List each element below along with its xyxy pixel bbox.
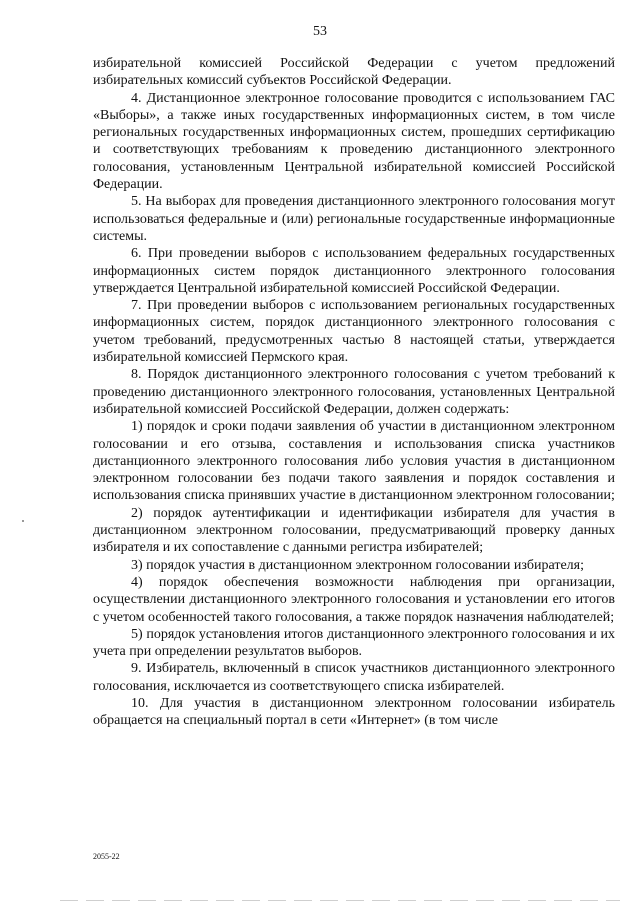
scan-artifact-dot [22, 520, 24, 522]
paragraph: 8. Порядок дистанционного электронного голосования с учетом требований к проведению дистанционного электронного голосования, установленных Центральной избирательной комиссией Российской Федерации, должен содержать: [93, 367, 615, 417]
list-item: 3) порядок участия в дистанционном электронном голосовании избирателя; [131, 557, 584, 573]
paragraph: 9. Избиратель, включенный в список участников дистанционного электронного голосования, исключается из соответствующего списка избирателей. [93, 661, 615, 694]
list-item: 5) порядок установления итогов дистанционного электронного голосования и их учета при определении результатов выборов. [93, 626, 615, 660]
scan-artifact-line [60, 900, 620, 901]
list-item: 2) порядок аутентификации и идентификации избирателя для участия в дистанционном электронном голосовании, предусматривающий проверку данных избирателя и их сопоставление с данными регистра избирателей; [93, 505, 615, 556]
paragraph: 4. Дистанционное электронное голосование проводится с использованием ГАС «Выборы», а также иных государственных информационных систем, в том числе региональных государственных информационных систем, прошедших сертификацию и соответствующих требованиям к проведению дистанционного электронного голосования, установленным Центральной избирательной комиссией Российской Федерации. [93, 90, 615, 193]
paragraph: 10. Для участия в дистанционном электронном голосовании избиратель обращается на специальный портал в сети «Интернет» (в том числе [93, 695, 615, 729]
page-number: 53 [313, 24, 327, 39]
paragraph: 6. При проведении выборов с использованием федеральных государственных информационных систем порядок дистанционного электронного голосования утверждается Центральной избирательной комиссией Российской Федерации. [93, 246, 615, 296]
document-body [93, 55, 615, 730]
paragraph: 5. На выборах для проведения дистанционного электронного голосования могут использоваться федеральные и (или) региональные государственные информационные системы. [93, 194, 615, 244]
paragraph: избирательной комиссией Российской Федерации с учетом предложений избирательных комиссий субъектов Российской Федерации. [93, 56, 615, 89]
list-item: 4) порядок обеспечения возможности наблюдения при организации, осуществлении дистанционного электронного голосования и установлении его итогов с учетом особенностей такого голосования, а также порядок назначения наблюдателей; [93, 574, 615, 625]
list-item: 1) порядок и сроки подачи заявления об участии в дистанционном электронном голосовании и его отзыва, составления и использования списка участников дистанционного электронного голосования либо условия участия в дистанционном электронном голосовании без подачи такого заявления и порядок составления и использования списка принявших участие в дистанционном электронном голосовании; [93, 419, 615, 504]
footer-code: 2055-22 [93, 852, 120, 861]
paragraph: 7. При проведении выборов с использованием региональных государственных информационных систем, порядок дистанционного электронного голосования с учетом требований, предусмотренных частью 8 настоящей статьи, утверждается избирательной комиссией Пермского края. [93, 298, 615, 366]
